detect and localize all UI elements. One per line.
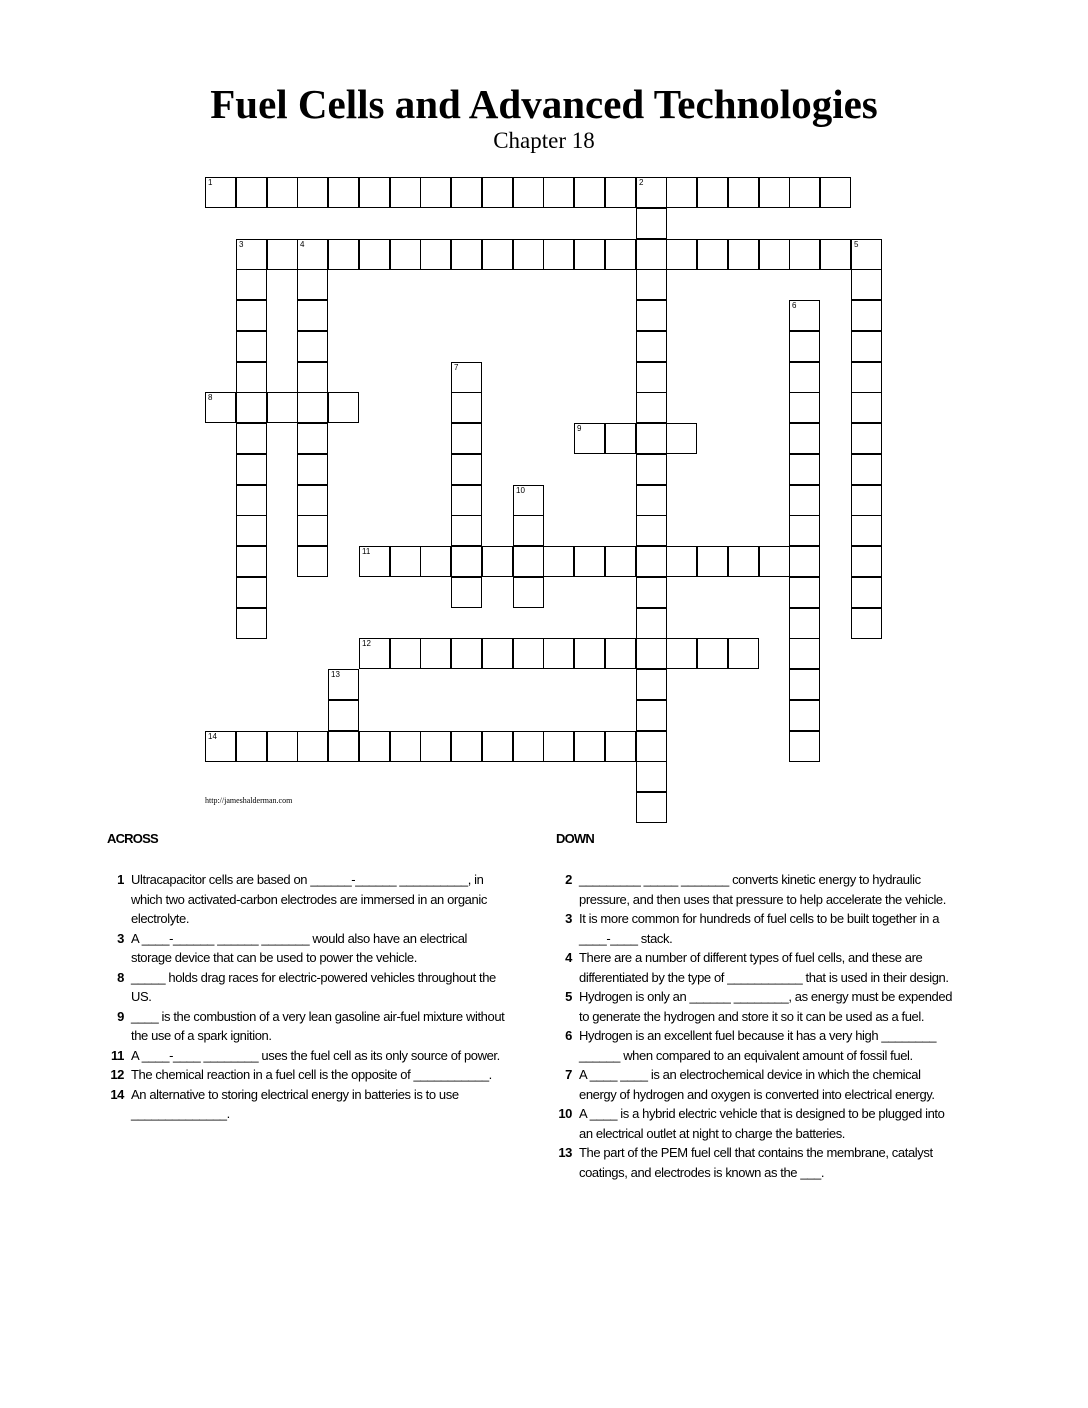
clue-number: 1	[117, 872, 124, 887]
clue-number: 7	[565, 1067, 572, 1082]
grid-cell[interactable]	[543, 546, 574, 577]
grid-cell[interactable]	[851, 577, 882, 608]
down-clue-list	[555, 870, 955, 1182]
grid-cell[interactable]	[636, 392, 667, 423]
grid-cell[interactable]	[451, 454, 482, 485]
grid-cell[interactable]	[267, 177, 298, 208]
clue-text: ____ is the combustion of a very lean gasoline air-fuel mixture without the use of a spark ignition.	[131, 1008, 505, 1043]
grid-cell[interactable]	[697, 638, 728, 669]
grid-cell[interactable]	[789, 546, 820, 577]
cell-number: 3	[239, 240, 244, 249]
cell-number: 8	[208, 393, 213, 402]
grid-cell[interactable]	[789, 515, 820, 546]
grid-cell[interactable]	[482, 731, 513, 762]
grid-cell[interactable]	[236, 362, 267, 393]
grid-cell[interactable]	[390, 731, 421, 762]
clue-text: An alternative to storing electrical energy in batteries is to use ______________.	[131, 1086, 459, 1121]
grid-cell[interactable]	[605, 423, 636, 454]
clue-text: The chemical reaction in a fuel cell is the opposite of ___________.	[131, 1067, 492, 1082]
grid-cell[interactable]	[605, 546, 636, 577]
cell-number: 2	[639, 178, 644, 187]
grid-cell[interactable]	[236, 392, 267, 423]
clue-number: 5	[565, 989, 572, 1004]
grid-cell[interactable]	[236, 546, 267, 577]
clue-text: Hydrogen is an excellent fuel because it has a very high ________ ______ when compared to an equivalent amount of fossil fuel.	[579, 1028, 937, 1063]
grid-cell[interactable]	[636, 761, 667, 792]
grid-cell[interactable]	[236, 177, 267, 208]
grid-cell[interactable]	[728, 638, 759, 669]
grid-cell[interactable]	[236, 269, 267, 300]
grid-cell[interactable]	[697, 546, 728, 577]
grid-cell[interactable]	[574, 638, 605, 669]
grid-cell[interactable]	[267, 731, 298, 762]
grid-cell[interactable]	[297, 423, 328, 454]
down-clue	[555, 987, 955, 1026]
clue-text: A ____-____ ________ uses the fuel cell as its only source of power.	[131, 1047, 500, 1063]
grid-cell[interactable]	[820, 177, 851, 208]
grid-cell[interactable]	[636, 423, 667, 454]
grid-cell[interactable]	[636, 454, 667, 485]
grid-cell[interactable]	[328, 392, 359, 423]
down-heading: DOWN	[556, 831, 594, 846]
grid-cell[interactable]	[451, 485, 482, 516]
grid-cell[interactable]	[236, 485, 267, 516]
grid-cell[interactable]	[789, 454, 820, 485]
grid-cell[interactable]	[789, 423, 820, 454]
clue-text: A ____ ____ is an electrochemical device in which the chemical energy of hydrogen and oxygen is converted into electrical energy.	[579, 1067, 935, 1102]
grid-cell[interactable]	[328, 177, 359, 208]
grid-cell[interactable]	[789, 331, 820, 362]
grid-cell[interactable]	[789, 638, 820, 669]
grid-cell[interactable]	[359, 638, 390, 669]
across-heading: ACROSS	[107, 831, 158, 846]
grid-cell[interactable]	[574, 423, 605, 454]
grid-cell[interactable]	[297, 485, 328, 516]
grid-cell[interactable]	[451, 638, 482, 669]
cell-number: 11	[362, 547, 371, 556]
grid-cell[interactable]	[513, 515, 544, 546]
across-clue	[107, 1046, 507, 1066]
grid-cell[interactable]	[636, 638, 667, 669]
across-clue	[107, 1085, 507, 1124]
cell-number: 5	[854, 240, 859, 249]
grid-cell[interactable]	[236, 331, 267, 362]
grid-cell[interactable]	[851, 269, 882, 300]
grid-cell[interactable]	[236, 239, 267, 270]
grid-cell[interactable]	[236, 454, 267, 485]
grid-cell[interactable]	[236, 731, 267, 762]
grid-cell[interactable]	[851, 392, 882, 423]
grid-cell[interactable]	[851, 362, 882, 393]
grid-cell[interactable]	[820, 239, 851, 270]
grid-cell[interactable]	[574, 239, 605, 270]
grid-cell[interactable]	[789, 177, 820, 208]
grid-cell[interactable]	[851, 423, 882, 454]
grid-cell[interactable]	[513, 577, 544, 608]
across-clue	[107, 870, 507, 929]
grid-cell[interactable]	[297, 331, 328, 362]
clue-text: A ____-______ ______ _______ would also have an electrical storage device that can be used to power the vehicle.	[131, 930, 468, 965]
grid-cell[interactable]	[359, 546, 390, 577]
clue-number: 12	[110, 1067, 124, 1082]
cell-number: 12	[362, 639, 371, 648]
grid-cell[interactable]	[789, 362, 820, 393]
grid-cell[interactable]	[513, 177, 544, 208]
grid-cell[interactable]	[759, 239, 790, 270]
grid-cell[interactable]	[789, 731, 820, 762]
grid-cell[interactable]	[851, 239, 882, 270]
clue-text: It is more common for hundreds of fuel cells to be built together in a ____-____ stack.	[579, 911, 940, 946]
clue-number: 8	[117, 969, 124, 985]
grid-cell[interactable]	[636, 546, 667, 577]
grid-cell[interactable]	[451, 177, 482, 208]
page-subtitle: Chapter 18	[493, 128, 595, 153]
grid-cell[interactable]	[390, 239, 421, 270]
grid-cell[interactable]	[851, 515, 882, 546]
grid-cell[interactable]	[851, 331, 882, 362]
grid-cell[interactable]	[390, 177, 421, 208]
grid-cell[interactable]	[543, 731, 574, 762]
grid-cell[interactable]	[636, 300, 667, 331]
down-clue	[555, 909, 955, 948]
grid-cell[interactable]	[236, 423, 267, 454]
grid-cell[interactable]	[574, 731, 605, 762]
grid-cell[interactable]	[205, 731, 236, 762]
clue-number: 6	[565, 1028, 572, 1043]
grid-cell[interactable]	[851, 485, 882, 516]
grid-cell[interactable]	[451, 423, 482, 454]
page-title: Fuel Cells and Advanced Technologies	[210, 81, 878, 127]
grid-cell[interactable]	[297, 239, 328, 270]
grid-cell[interactable]	[267, 239, 298, 270]
grid-cell[interactable]	[789, 485, 820, 516]
grid-cell[interactable]	[636, 792, 667, 823]
grid-cell[interactable]	[666, 239, 697, 270]
grid-cell[interactable]	[789, 577, 820, 608]
grid-cell[interactable]	[451, 392, 482, 423]
grid-cell[interactable]	[728, 546, 759, 577]
cell-number: 7	[454, 363, 459, 372]
grid-cell[interactable]	[636, 269, 667, 300]
grid-cell[interactable]	[851, 546, 882, 577]
clue-text: Ultracapacitor cells are based on ______-______ __________, in which two activated-carbon electrodes are immersed in an organic electrolyte.	[131, 872, 487, 926]
clue-number: 2	[565, 872, 572, 887]
cell-number: 14	[208, 732, 217, 741]
grid-cell[interactable]	[636, 577, 667, 608]
clue-text: The part of the PEM fuel cell that contains the membrane, catalyst coatings, and electrodes is known as the ___.	[579, 1145, 933, 1180]
clue-number: 3	[565, 911, 572, 926]
grid-cell[interactable]	[236, 608, 267, 639]
grid-cell[interactable]	[574, 546, 605, 577]
grid-cell[interactable]	[482, 638, 513, 669]
grid-cell[interactable]	[420, 638, 451, 669]
grid-cell[interactable]	[636, 362, 667, 393]
grid-cell[interactable]	[359, 239, 390, 270]
grid-cell[interactable]	[789, 392, 820, 423]
grid-cell[interactable]	[328, 239, 359, 270]
down-clue	[555, 948, 955, 987]
clue-number: 14	[110, 1086, 124, 1102]
cell-number: 4	[300, 240, 305, 249]
grid-cell[interactable]	[451, 546, 482, 577]
grid-cell[interactable]	[636, 485, 667, 516]
grid-cell[interactable]	[513, 546, 544, 577]
grid-cell[interactable]	[789, 608, 820, 639]
grid-cell[interactable]	[666, 638, 697, 669]
clue-text: A ____ is a hybrid electric vehicle that is designed to be plugged into an electrical outlet at night to charge the batteries.	[579, 1106, 945, 1141]
clue-number: 9	[117, 1008, 124, 1024]
grid-cell[interactable]	[636, 700, 667, 731]
cell-number: 1	[208, 178, 213, 187]
grid-cell[interactable]	[420, 731, 451, 762]
grid-cell[interactable]	[789, 239, 820, 270]
grid-cell[interactable]	[482, 239, 513, 270]
grid-cell[interactable]	[297, 362, 328, 393]
grid-cell[interactable]	[666, 546, 697, 577]
cell-number: 6	[792, 301, 797, 310]
grid-cell[interactable]	[851, 300, 882, 331]
grid-cell[interactable]	[482, 177, 513, 208]
down-clue	[555, 1143, 955, 1182]
grid-cell[interactable]	[543, 177, 574, 208]
grid-cell[interactable]	[543, 638, 574, 669]
grid-cell[interactable]	[328, 731, 359, 762]
grid-cell[interactable]	[605, 239, 636, 270]
grid-cell[interactable]	[297, 731, 328, 762]
clue-text: Hydrogen is only an ______ ________, as energy must be expended to generate the hydrogen and store it so it can be used as a fuel.	[579, 989, 953, 1024]
grid-cell[interactable]	[205, 392, 236, 423]
grid-cell[interactable]	[605, 177, 636, 208]
grid-cell[interactable]	[451, 577, 482, 608]
grid-cell[interactable]	[297, 300, 328, 331]
clue-text: There are a number of different types of fuel cells, and these are differentiated by the type of ___________ that is used in their design.	[579, 950, 949, 985]
grid-cell[interactable]	[359, 731, 390, 762]
grid-cell[interactable]	[636, 669, 667, 700]
grid-cell[interactable]	[728, 177, 759, 208]
grid-cell[interactable]	[543, 239, 574, 270]
grid-cell[interactable]	[636, 177, 667, 208]
grid-cell[interactable]	[789, 700, 820, 731]
source-url: http://jameshalderman.com	[205, 796, 293, 805]
clue-text: _____ holds drag races for electric-powered vehicles throughout the US.	[131, 969, 496, 1004]
grid-cell[interactable]	[482, 546, 513, 577]
clue-text: _________ _____ _______ converts kinetic energy to hydraulic pressure, and then uses that pressure to help accelerate the vehicle.	[579, 872, 946, 907]
grid-cell[interactable]	[513, 731, 544, 762]
grid-cell[interactable]	[697, 177, 728, 208]
grid-cell[interactable]	[451, 362, 482, 393]
grid-cell[interactable]	[789, 669, 820, 700]
grid-cell[interactable]	[513, 485, 544, 516]
grid-cell[interactable]	[666, 423, 697, 454]
cell-number: 10	[516, 486, 525, 495]
cell-number: 13	[331, 670, 340, 679]
down-clue	[555, 870, 955, 909]
grid-cell[interactable]	[236, 300, 267, 331]
grid-cell[interactable]	[851, 608, 882, 639]
grid-cell[interactable]	[789, 300, 820, 331]
grid-cell[interactable]	[297, 392, 328, 423]
grid-cell[interactable]	[605, 731, 636, 762]
down-clue	[555, 1104, 955, 1143]
grid-cell[interactable]	[574, 177, 605, 208]
grid-cell[interactable]	[636, 608, 667, 639]
grid-cell[interactable]	[636, 239, 667, 270]
grid-cell[interactable]	[420, 239, 451, 270]
grid-cell[interactable]	[390, 546, 421, 577]
grid-cell[interactable]	[636, 331, 667, 362]
grid-cell[interactable]	[420, 546, 451, 577]
across-clue	[107, 968, 507, 1007]
grid-cell[interactable]	[513, 638, 544, 669]
across-clue	[107, 1065, 507, 1085]
grid-cell[interactable]	[420, 177, 451, 208]
grid-cell[interactable]	[297, 177, 328, 208]
across-clue	[107, 1007, 507, 1046]
grid-cell[interactable]	[728, 239, 759, 270]
across-clue-list	[107, 870, 507, 1124]
grid-cell[interactable]	[451, 239, 482, 270]
cell-number: 9	[577, 424, 582, 433]
grid-cell[interactable]	[267, 392, 298, 423]
grid-cell[interactable]	[328, 669, 359, 700]
grid-cell[interactable]	[636, 208, 667, 239]
grid-cell[interactable]	[851, 454, 882, 485]
grid-cell[interactable]	[636, 731, 667, 762]
grid-cell[interactable]	[759, 546, 790, 577]
clue-number: 11	[111, 1047, 124, 1063]
grid-cell[interactable]	[666, 177, 697, 208]
clue-number: 3	[117, 930, 124, 946]
grid-cell[interactable]	[328, 700, 359, 731]
grid-cell[interactable]	[205, 177, 236, 208]
grid-cell[interactable]	[697, 239, 728, 270]
grid-cell[interactable]	[297, 515, 328, 546]
grid-cell[interactable]	[297, 546, 328, 577]
grid-cell[interactable]	[359, 177, 390, 208]
clue-number: 13	[558, 1145, 572, 1160]
grid-cell[interactable]	[236, 577, 267, 608]
grid-cell[interactable]	[236, 515, 267, 546]
grid-cell[interactable]	[759, 177, 790, 208]
grid-cell[interactable]	[636, 515, 667, 546]
across-clue	[107, 929, 507, 968]
grid-cell[interactable]	[390, 638, 421, 669]
clue-number: 10	[558, 1106, 572, 1121]
grid-cell[interactable]	[451, 731, 482, 762]
grid-cell[interactable]	[297, 454, 328, 485]
grid-cell[interactable]	[297, 269, 328, 300]
grid-cell[interactable]	[605, 638, 636, 669]
down-clue	[555, 1065, 955, 1104]
grid-cell[interactable]	[451, 515, 482, 546]
clue-number: 4	[565, 950, 572, 965]
down-clue	[555, 1026, 955, 1065]
grid-cell[interactable]	[513, 239, 544, 270]
